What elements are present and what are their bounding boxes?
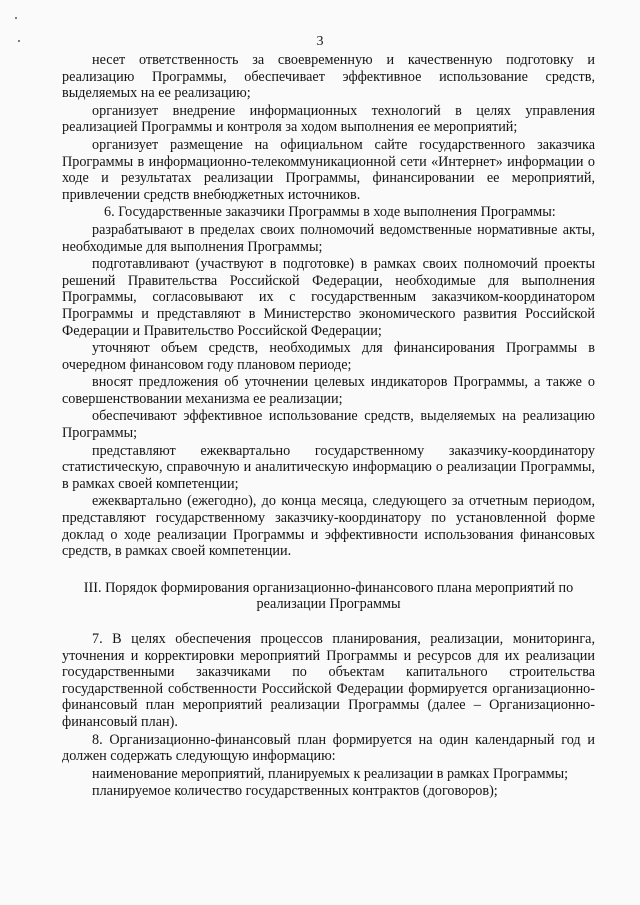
paragraph-item-8: 8. Организационно-финансовый план формируется на один календарный год и должен содержать следующую информацию: — [62, 731, 595, 765]
paragraph: вносят предложения об уточнении целевых индикаторов Программы, а также о совершенствовании механизма ее реализации; — [62, 374, 595, 407]
page-number: 3 — [316, 34, 324, 49]
paragraph: несет ответственность за своевременную и качественную подготовку и реализацию Программы, обеспечивает эффективное использование средств, выделяемых на ее реализацию; — [62, 52, 595, 102]
section-heading: III. Порядок формирования организационно-финансового плана мероприятий по реализации Программы — [83, 579, 574, 613]
paragraph: наименование мероприятий, планируемых к реализации в рамках Программы; — [92, 765, 569, 782]
paragraph: уточняют объем средств, необходимых для финансирования Программы в очередном финансовом году плановом периоде; — [62, 340, 595, 373]
paragraph: организует размещение на официальном сайте государственного заказчика Программы в информационно-телекоммуникационной сети «Интернет» информации о ходе и результатах реализации Программы, финансировании ее мероприятий, привлечении средств внебюджетных источников. — [62, 136, 595, 203]
paragraph: планируемое количество государственных контрактов (договоров); — [92, 783, 498, 800]
paragraph: разрабатывают в пределах своих полномочий ведомственные нормативные акты, необходимые для выполнения Программы; — [62, 221, 595, 255]
paragraph: обеспечивают эффективное использование средств, выделяемых на реализацию Программы; — [62, 408, 595, 442]
paragraph: ежеквартально (ежегодно), до конца месяца, следующего за отчетным периодом, представляют государственному заказчику-координатору по установленной форме доклад о ходе реализации Программы и эффективности использования финансовых средств, в рамках своей компетенции. — [62, 493, 595, 560]
paragraph-item-6: 6. Государственные заказчики Программы в ходе выполнения Программы: — [104, 204, 556, 221]
paragraph: подготавливают (участвуют в подготовке) в рамках своих полномочий проекты решений Правительства Российской Федерации, необходимые для выполнения Программы, согласовывают их с государственным заказчиком-координатором Программы и представляют в Министерство экономического развития Российской Федерации и Правительство Российской Федерации; — [62, 256, 595, 339]
scan-speck — [15, 17, 17, 19]
paragraph-item-7: 7. В целях обеспечения процессов планирования, реализации, мониторинга, уточнения и корректировки мероприятий Программы и ресурсов для их реализации государственными заказчиками по объектам капитального строительства государственной собственности Российской Федерации формируется организационно-финансовый план мероприятий реализации Программы (далее – Организационно-финансовый план). — [62, 631, 595, 730]
paragraph: организует внедрение информационных технологий в целях управления реализацией Программы и контроля за ходом выполнения ее мероприятий; — [62, 102, 595, 136]
paragraph: представляют ежеквартально государственному заказчику-координатору статистическую, справочную и аналитическую информацию о реализации Программы, в рамках своей компетенции; — [62, 442, 595, 492]
